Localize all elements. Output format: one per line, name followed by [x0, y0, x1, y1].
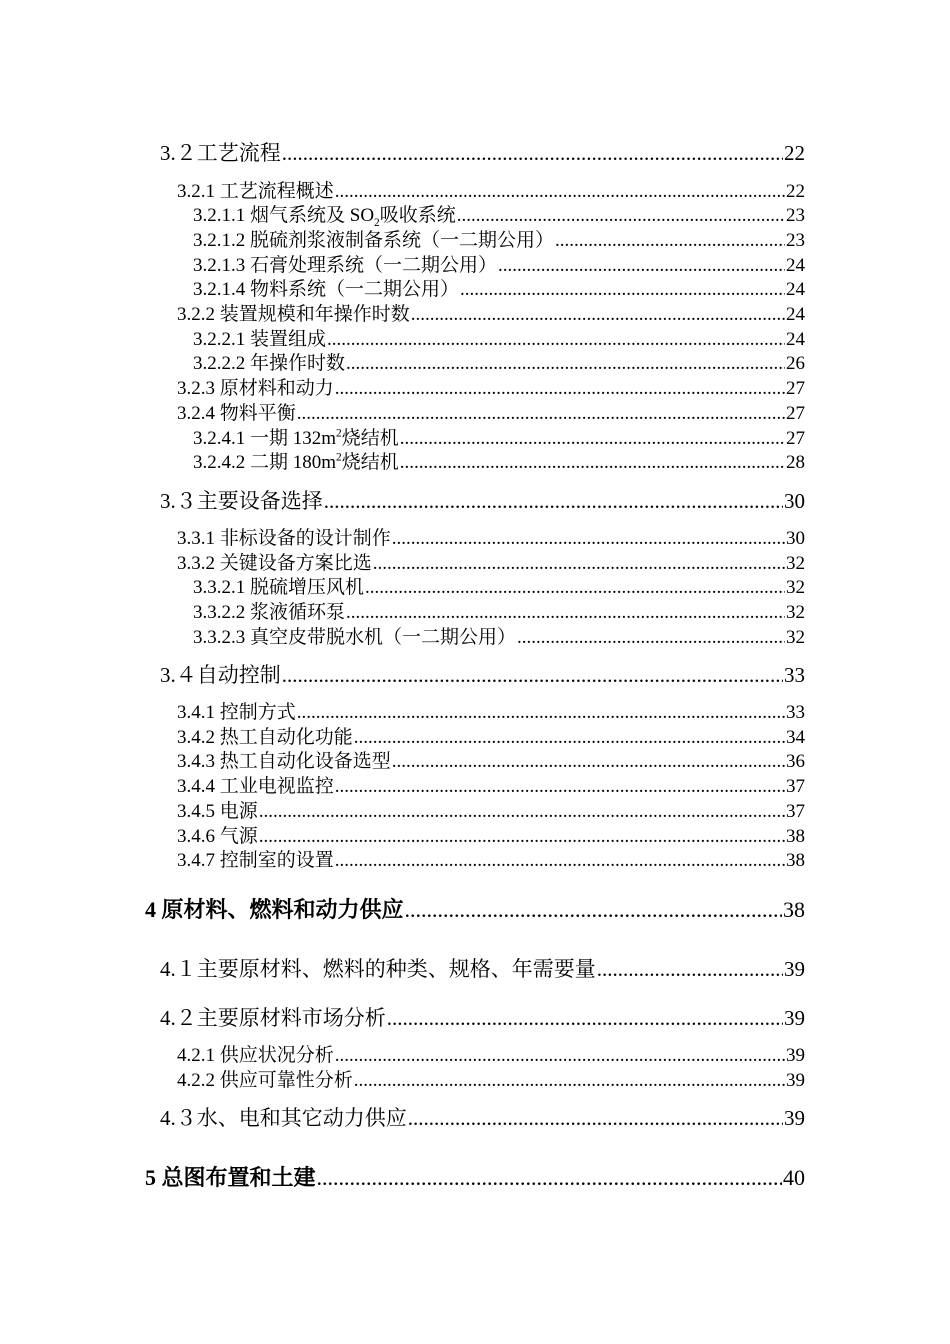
toc-entry-4[interactable] — [145, 893, 805, 924]
toc-page-number: 40 — [783, 1165, 805, 1190]
toc-entry-title — [193, 447, 399, 474]
toc-dot-leader — [335, 378, 785, 400]
superscript: 2 — [336, 427, 342, 440]
toc-entry-title: 3.2.3 原材料和动力 — [177, 378, 334, 399]
toc-entry-title: 4.2.2 供应可靠性分析 — [177, 1070, 353, 1091]
toc-page-number: 28 — [786, 452, 805, 473]
toc-entry-4-1[interactable] — [160, 953, 805, 983]
toc-dot-leader — [392, 528, 785, 550]
toc-entry-title: 3.2.2.2 年操作时数 — [193, 353, 346, 374]
toc-dot-leader — [405, 897, 782, 923]
toc-title-part: 烧结机 — [341, 452, 399, 473]
toc-title-part: 吸收系统 — [379, 205, 456, 226]
toc-entry-3-3-2-1[interactable] — [193, 572, 805, 599]
toc-dot-leader — [597, 957, 783, 982]
toc-page-number: 38 — [786, 850, 805, 871]
toc-entry-3-3-1[interactable] — [177, 523, 805, 550]
toc-entry-3-3[interactable] — [160, 485, 805, 515]
toc-page-number: 32 — [786, 627, 805, 648]
superscript: 2 — [336, 451, 342, 464]
toc-page-number: 30 — [786, 528, 805, 549]
toc-entry-3-2-4[interactable] — [177, 398, 805, 425]
toc-dot-leader — [282, 141, 783, 166]
toc-page-number: 27 — [786, 403, 805, 424]
toc-entry-title: 4.２主要原材料市场分析 — [160, 1006, 386, 1030]
toc-page-number: 36 — [786, 751, 805, 772]
toc-page-number: 32 — [786, 577, 805, 598]
toc-dot-leader — [354, 1070, 785, 1092]
toc-page-number: 23 — [786, 230, 805, 251]
toc-page-number: 39 — [784, 1006, 805, 1030]
toc-entry-3-2-1-3[interactable] — [193, 250, 805, 277]
toc-page-number: 38 — [786, 826, 805, 847]
toc-dot-leader — [555, 230, 785, 252]
toc-entry-3-2-2[interactable] — [177, 299, 805, 326]
toc-dot-leader — [387, 1006, 783, 1031]
toc-entry-title: 3.2.2.1 装置组成 — [193, 329, 327, 350]
toc-entry-title: 3.2.1.2 脱硫剂浆液制备系统（一二期公用） — [193, 230, 555, 251]
toc-page-number: 39 — [786, 1045, 805, 1066]
toc-entry-3-2[interactable] — [160, 137, 805, 167]
toc-dot-leader — [392, 751, 785, 773]
toc-entry-title: 3.3.2 关键设备方案比选 — [177, 553, 372, 574]
toc-entry-3-4-4[interactable] — [177, 771, 805, 798]
toc-title-part: 3.2.1.1 烟气系统及 SO — [193, 205, 375, 226]
toc-entry-4-2-1[interactable] — [177, 1040, 805, 1067]
toc-dot-leader — [282, 663, 783, 688]
toc-dot-leader — [408, 1106, 783, 1131]
toc-entry-3-2-2-1[interactable] — [193, 324, 805, 351]
toc-page-number: 32 — [786, 602, 805, 623]
toc-entry-title: 3.2.1.3 石膏处理系统（一二期公用） — [193, 255, 498, 276]
toc-entry-3-4-1[interactable] — [177, 697, 805, 724]
toc-page-number: 30 — [784, 489, 805, 513]
toc-dot-leader — [365, 577, 785, 599]
toc-dot-leader — [324, 489, 783, 514]
toc-page-number: 34 — [786, 727, 805, 748]
toc-entry-3-2-4-1[interactable] — [193, 423, 805, 450]
toc-entry-3-4-5[interactable] — [177, 796, 805, 823]
toc-entry-3-3-2[interactable] — [177, 548, 805, 575]
toc-entry-title: 5 总图布置和土建 — [145, 1165, 316, 1190]
toc-entry-3-4-3[interactable] — [177, 746, 805, 773]
toc-dot-leader — [400, 452, 785, 474]
toc-entry-3-2-1[interactable] — [177, 176, 805, 203]
toc-dot-leader — [457, 205, 785, 227]
toc-page-number: 27 — [786, 428, 805, 449]
toc-page-number: 22 — [786, 181, 805, 202]
toc-entry-title — [193, 423, 399, 450]
toc-entry-3-2-4-2[interactable] — [193, 447, 805, 474]
toc-entry-title: 4.2.1 供应状况分析 — [177, 1045, 334, 1066]
toc-entry-title: 3.2.4 物料平衡 — [177, 403, 296, 424]
toc-entry-4-2-2[interactable] — [177, 1065, 805, 1092]
toc-dot-leader — [346, 353, 785, 375]
toc-title-part: 3.2.4.1 一期 132m — [193, 428, 337, 449]
toc-page-number: 24 — [786, 304, 805, 325]
toc-entry-4-2[interactable] — [160, 1002, 805, 1032]
toc-entry-title: 3.４自动控制 — [160, 663, 281, 687]
toc-entry-title: 3.4.6 气源 — [177, 826, 258, 847]
toc-page-number: 26 — [786, 353, 805, 374]
toc-entry-title: 3.3.2.2 浆液循环泵 — [193, 602, 346, 623]
toc-entry-title: 3.4.7 控制室的设置 — [177, 850, 334, 871]
toc-entry-3-2-1-2[interactable] — [193, 225, 805, 252]
toc-entry-title: 3.4.1 控制方式 — [177, 702, 296, 723]
toc-entry-title: 3.4.2 热工自动化功能 — [177, 727, 353, 748]
toc-dot-leader — [335, 850, 785, 872]
toc-page-number: 32 — [786, 553, 805, 574]
toc-entry-title: 4 原材料、燃料和动力供应 — [145, 897, 404, 922]
toc-page-number: 24 — [786, 329, 805, 350]
toc-entry-3-2-2-2[interactable] — [193, 348, 805, 375]
toc-entry-3-2-3[interactable] — [177, 373, 805, 400]
toc-dot-leader — [317, 1165, 782, 1191]
subscript: 2 — [374, 216, 380, 229]
toc-page-number: 38 — [783, 897, 805, 922]
toc-entry-title: 3.2.1.4 物料系统（一二期公用） — [193, 279, 460, 300]
toc-entry-5[interactable] — [145, 1161, 805, 1192]
toc-page-number: 39 — [784, 957, 805, 981]
toc-entry-title: 3.3.2.1 脱硫增压风机 — [193, 577, 365, 598]
toc-page-number: 39 — [786, 1070, 805, 1091]
toc-page-number: 27 — [786, 378, 805, 399]
toc-entry-title: 3.4.5 电源 — [177, 801, 258, 822]
toc-page-number: 23 — [786, 205, 805, 226]
toc-entry-title: 3.4.4 工业电视监控 — [177, 776, 334, 797]
toc-title-part: 3.2.4.2 二期 180m — [193, 452, 337, 473]
toc-dot-leader — [297, 403, 785, 425]
toc-entry-title: 3.2.1 工艺流程概述 — [177, 181, 334, 202]
toc-page-number: 24 — [786, 255, 805, 276]
toc-entry-title: 3.2.2 装置规模和年操作时数 — [177, 304, 410, 325]
toc-page-number: 24 — [786, 279, 805, 300]
toc-page-number: 37 — [786, 776, 805, 797]
toc-dot-leader — [517, 627, 785, 649]
toc-entry-title: 4.３水、电和其它动力供应 — [160, 1106, 407, 1130]
toc-dot-leader — [411, 304, 785, 326]
toc-entry-3-4-7[interactable] — [177, 845, 805, 872]
toc-entry-3-3-2-2[interactable] — [193, 597, 805, 624]
toc-page-number: 33 — [784, 663, 805, 687]
toc-dot-leader — [335, 776, 785, 798]
toc-dot-leader — [259, 801, 785, 823]
toc-entry-title: 3.3.2.3 真空皮带脱水机（一二期公用） — [193, 627, 517, 648]
toc-entry-4-3[interactable] — [160, 1102, 805, 1132]
toc-entry-3-4[interactable] — [160, 659, 805, 689]
toc-entry-3-2-1-4[interactable] — [193, 274, 805, 301]
toc-entry-3-3-2-3[interactable] — [193, 622, 805, 649]
toc-entry-title: 3.4.3 热工自动化设备选型 — [177, 751, 391, 772]
toc-entry-title: 3.３主要设备选择 — [160, 489, 323, 513]
toc-dot-leader — [297, 702, 785, 724]
toc-page-number: 22 — [784, 141, 805, 165]
toc-page-number: 33 — [786, 702, 805, 723]
toc-page-number: 37 — [786, 801, 805, 822]
toc-entry-title: 3.3.1 非标设备的设计制作 — [177, 528, 391, 549]
toc-entry-3-4-2[interactable] — [177, 722, 805, 749]
toc-entry-title: 3.２工艺流程 — [160, 141, 281, 165]
toc-dot-leader — [346, 602, 785, 624]
toc-dot-leader — [335, 1045, 785, 1067]
toc-entry-3-4-6[interactable] — [177, 821, 805, 848]
toc-title-part: 烧结机 — [341, 428, 399, 449]
toc-page-number: 39 — [784, 1106, 805, 1130]
toc-dot-leader — [460, 279, 785, 301]
toc-entry-title: 4.１主要原材料、燃料的种类、规格、年需要量 — [160, 957, 596, 981]
